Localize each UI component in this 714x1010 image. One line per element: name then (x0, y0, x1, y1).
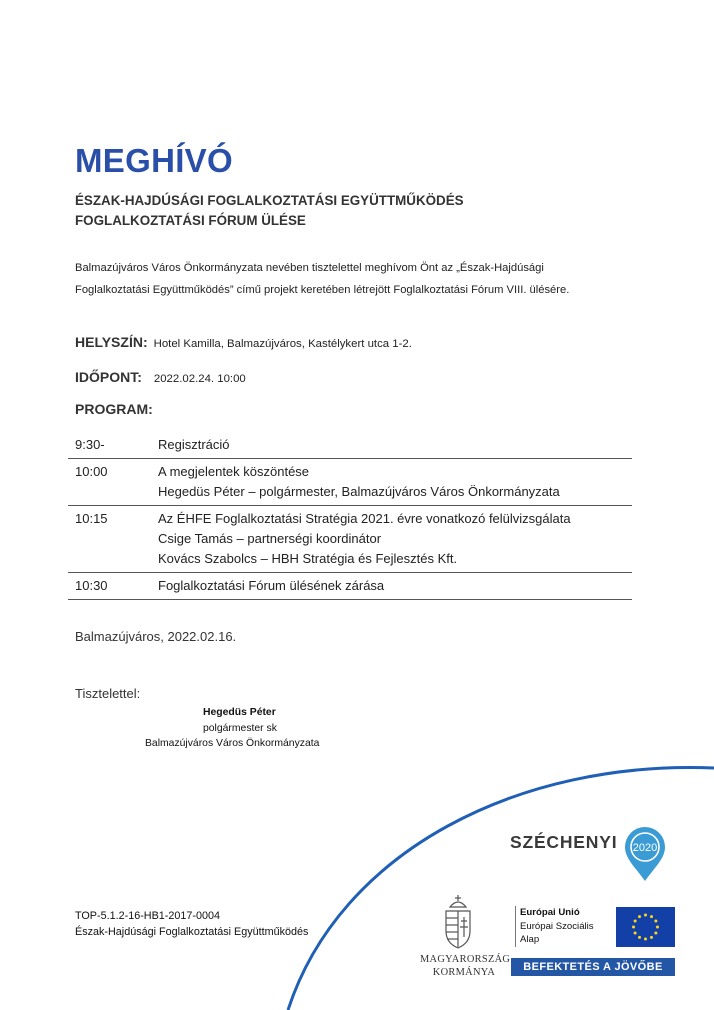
eu-star-icon (650, 915, 653, 918)
program-time: 10:00 (75, 464, 108, 479)
program-line: Kovács Szabolcs – HBH Stratégia és Fejlesztés Kft. (158, 551, 458, 566)
government-logo-text (420, 953, 511, 979)
signer-role: polgármester sk (203, 723, 277, 734)
invest-banner: BEFEKTETÉS A JÖVŐBE (511, 958, 675, 976)
time-label: IDŐPONT: (75, 369, 142, 385)
signer-organization: Balmazújváros Város Önkormányzata (145, 738, 320, 749)
eu-star-icon (632, 926, 635, 929)
location-value: Hotel Kamilla, Balmazújváros, Kastélykert utca 1-2. (153, 338, 412, 350)
program-line: Hegedüs Péter – polgármester, Balmazújváros Város Önkormányzata (158, 484, 560, 499)
hungarian-crest-icon (441, 893, 475, 951)
government-line-2: KORMÁNYA (432, 967, 496, 978)
program-row (68, 459, 632, 506)
eu-logo-text (515, 906, 594, 947)
program-row (68, 573, 632, 600)
eu-star-icon (634, 932, 637, 935)
program-row (68, 432, 632, 459)
regards: Tisztelettel: (75, 686, 141, 701)
project-code: TOP-5.1.2-16-HB1-2017-0004 (75, 910, 221, 922)
subtitle (75, 191, 464, 231)
eu-line-3: Alap (520, 934, 540, 945)
program-line: Csige Tamás – partnerségi koordinátor (158, 531, 382, 546)
signer-name: Hegedüs Péter (203, 707, 276, 718)
program-time: 10:30 (75, 578, 108, 593)
program-description (158, 435, 632, 455)
time-value: 2022.02.24. 10:00 (153, 373, 246, 385)
eu-star-icon (644, 938, 647, 941)
place-date: Balmazújváros, 2022.02.16. (75, 629, 237, 644)
government-line-1: MAGYARORSZÁG (420, 954, 511, 965)
eu-star-icon (638, 936, 641, 939)
intro-line-2: Foglalkoztatási Együttműködés” című projekt keretében létrejött Foglalkoztatási Fórum VIII. ülésére. (75, 284, 570, 296)
program-description (158, 576, 632, 596)
page-title: MEGHÍVÓ (75, 142, 233, 179)
program-line: A megjelentek köszöntése (158, 464, 310, 479)
szechenyi-year: 2020 (632, 842, 658, 854)
eu-line-2: Európai Szociális (520, 920, 594, 932)
program-line: Az ÉHFE Foglalkoztatási Stratégia 2021. évre vonatkozó felülvizsgálata (158, 511, 571, 526)
eu-star-icon (634, 920, 637, 923)
szechenyi-logo-text: SZÉCHENYI (510, 832, 618, 852)
project-name: Észak-Hajdúsági Foglalkoztatási Együttműködés (75, 926, 309, 938)
eu-flag-icon (616, 907, 675, 947)
program-time: 10:15 (75, 511, 108, 526)
program-description (158, 462, 632, 502)
program-table (68, 432, 632, 600)
time-row (75, 369, 246, 387)
program-time: 9:30- (75, 437, 105, 452)
eu-star-icon (644, 914, 647, 917)
subtitle-line-1: ÉSZAK-HAJDÚSÁGI FOGLALKOZTATÁSI EGYÜTTMŰKÖDÉS (75, 193, 464, 208)
szechenyi-pin-icon (624, 826, 666, 882)
eu-star-icon (650, 936, 653, 939)
program-description (158, 509, 632, 569)
program-line: Regisztráció (158, 437, 230, 452)
intro-paragraph (75, 257, 635, 301)
program-row (68, 506, 632, 573)
intro-line-1: Balmazújváros Város Önkormányzata nevében tisztelettel meghívom Önt az „Észak-Hajdúsági (75, 262, 544, 274)
eu-star-icon (654, 920, 657, 923)
subtitle-line-2: FOGLALKOZTATÁSI FÓRUM ÜLÉSE (75, 213, 306, 228)
program-line: Foglalkoztatási Fórum ülésének zárása (158, 578, 385, 593)
eu-line-1: Európai Unió (520, 907, 580, 918)
eu-star-icon (656, 926, 659, 929)
program-label: PROGRAM: (75, 401, 153, 417)
location-row (75, 334, 412, 352)
eu-star-icon (638, 915, 641, 918)
eu-star-icon (654, 932, 657, 935)
location-label: HELYSZÍN: (75, 334, 148, 350)
